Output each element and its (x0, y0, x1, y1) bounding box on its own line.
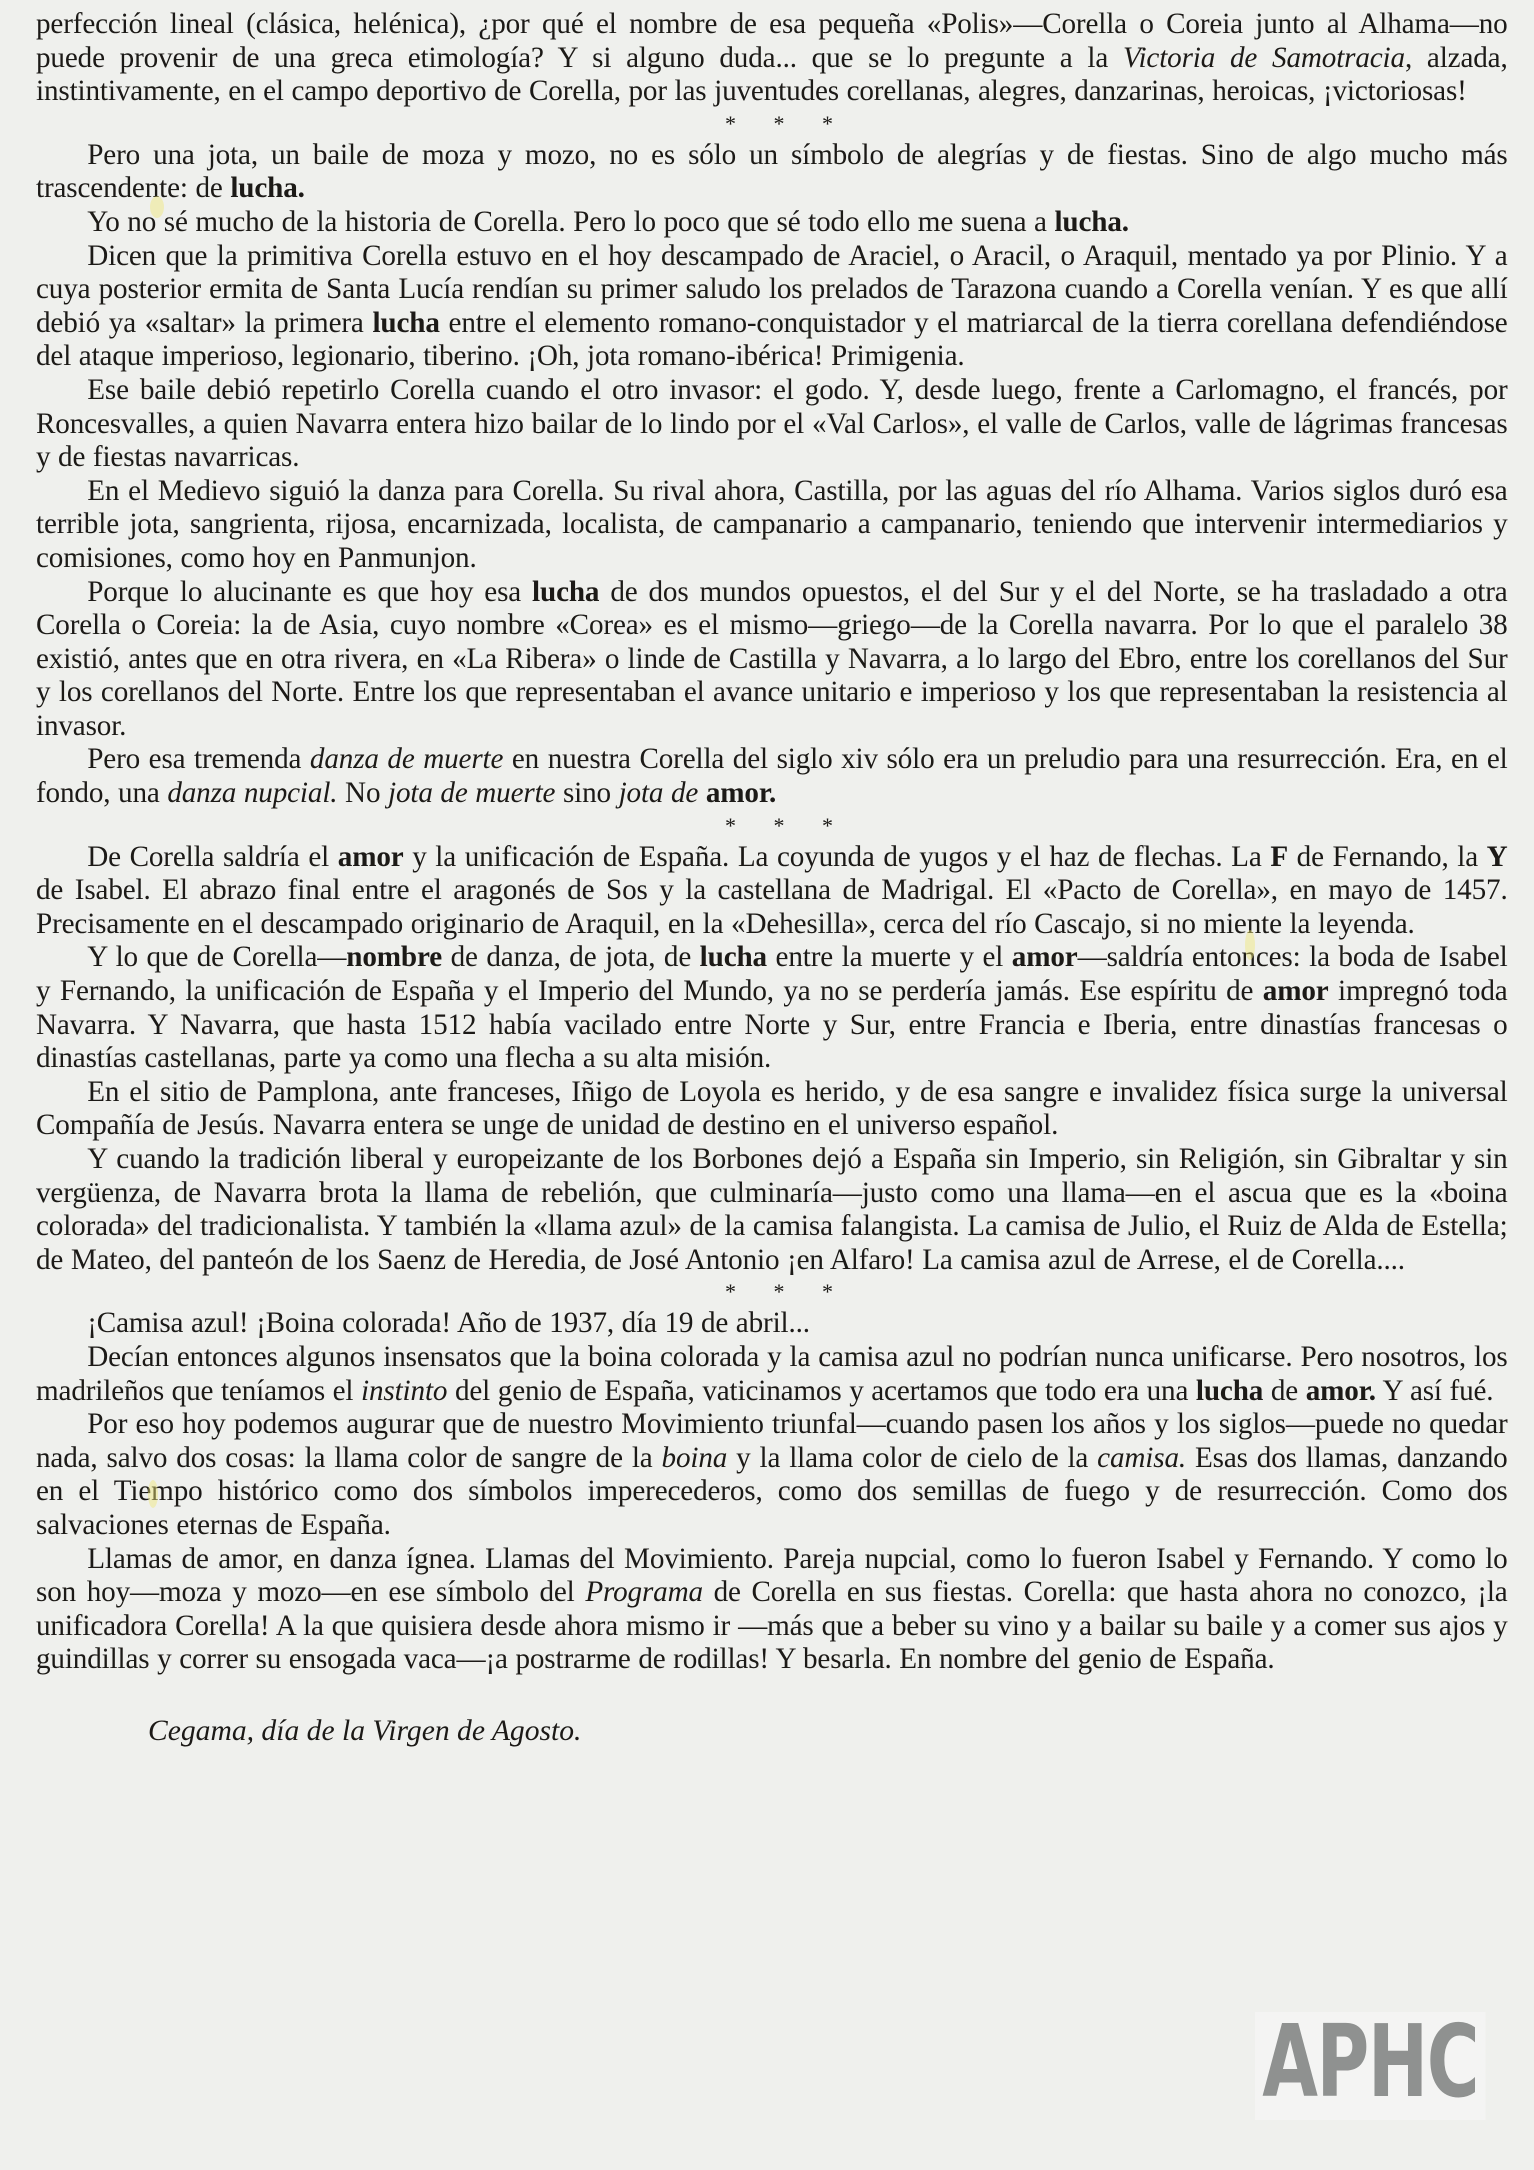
text-run: Pero una jota, un baile de moza y mozo, no es sólo un símbolo de alegrías y de fiestas. Sino de algo mucho más trascendente: de (36, 138, 1508, 205)
section-separator: * * * (725, 1279, 849, 1305)
paragraph (36, 1076, 1508, 1143)
text-run: Y lo que de Corella— (87, 941, 347, 974)
text-run: Porque lo alucinante es que hoy esa (87, 575, 533, 608)
paragraph (36, 576, 1508, 744)
bold-emphasis: lucha. (230, 172, 305, 205)
italic-emphasis: danza de muerte (309, 743, 504, 776)
paragraph (36, 1307, 1508, 1341)
text-run: ¡Camisa azul! ¡Boina colorada! Año de 1937, día 19 de abril... (87, 1307, 810, 1340)
text-run: sino (555, 777, 619, 810)
text-run: Decían entonces algunos insensatos que la boina colorada y la camisa azul no podrían nunca unificarse. Pero nosotros, los madrileños que teníamos el (36, 1340, 1508, 1407)
text-run: En el Medievo siguió la danza para Corella. Su rival ahora, Castilla, por las aguas del río Alhama. Varios siglos duró esa terrible jota, sangrienta, rijosa, encarnizada, localista, de campanario a campanario, teniendo que intervenir intermediarios y comisiones, como hoy en Panmunjon. (36, 474, 1508, 574)
text-run: No (337, 777, 389, 810)
paragraph (36, 941, 1508, 1075)
bold-emphasis: amor (1011, 941, 1078, 974)
text-run: Llamas de amor, en danza ígnea. Llamas del Movimiento. Pareja nupcial, como lo fueron Isabel y Fernando. Y como lo son hoy—moza y mozo—en ese símbolo del (36, 1542, 1508, 1609)
paragraph (36, 1341, 1508, 1408)
paragraph (36, 743, 1508, 810)
text-run: —saldría entonces: la boda de Isabel y Fernando, la unificación de España y el Imperio del Mundo, ya no se perdería jamás. Ese espíritu de (36, 941, 1508, 1008)
signoff-place-date: Cegama, día de la Virgen de Agosto. (148, 1714, 582, 1747)
text-run: Y cuando la tradición liberal y europeizante de los Borbones dejó a España sin Imperio, sin Religión, sin Gibraltar y sin vergüenza, de Navarra brota la llama de rebelión, que culminaría—justo como una llama—en el ascua que es la «boina colorada» del tradicionalista. Y también la «llama azul» de la camisa falangista. La camisa de Julio, el Ruiz de Alda de Estella; de Mateo, del panteón de los Saenz de Heredia, de José Antonio ¡en Alfaro! La camisa azul de Arrese, el de Corella.... (36, 1143, 1508, 1276)
bold-emphasis: F (1270, 840, 1288, 873)
text-run: de Isabel. El abrazo final entre el aragonés de Sos y la castellana de Madrigal. El «Pacto de Corella», en mayo de 1457. Precisamente en el descampado originario de Araquil, en la «Dehesilla», cerca del río Cascajo, si no miente la leyenda. (36, 874, 1508, 940)
italic-emphasis: boina (661, 1441, 728, 1474)
bold-emphasis: lucha (372, 306, 440, 339)
paragraph (36, 240, 1508, 374)
document-page (36, 8, 1530, 1749)
bold-emphasis: Y (1486, 840, 1508, 873)
text-run: Por eso hoy podemos augurar que de nuestro Movimiento triunfal—cuando pasen los años y los siglos—puede no quedar nada, salvo dos cosas: la llama color de sangre de la (36, 1408, 1508, 1474)
paragraph (36, 1408, 1508, 1542)
text-run: del genio de España, vaticinamos y acertamos que todo era una (447, 1374, 1196, 1407)
paragraph (36, 8, 1508, 109)
section-separator: * * * (725, 812, 849, 838)
article-body (36, 8, 1530, 1677)
text-run: de Corella en sus fiestas. Corella: que hasta ahora no conozco, ¡la unificadora Corella! A la que quisiera desde ahora mismo ir —más que a beber su vino y a bailar su baile y a comer sus ajos y guindillas y correr su ensogada vaca—¡a postrarme de rodillas! Y besarla. En nombre del genio de España. (36, 1576, 1508, 1676)
paragraph (36, 1543, 1508, 1677)
text-run: Dicen que la primitiva Corella estuvo en el hoy descampado de Araciel, o Aracil, o Araquil, mentado ya por Plinio. Y a cuya posterior ermita de Santa Lucía rendían su primer saludo los prelados de Tarazona cuando a Corella venían. Y es que allí debió ya «saltar» la primera (36, 239, 1508, 339)
italic-emphasis: instinto (361, 1374, 448, 1407)
bold-emphasis: lucha (699, 941, 767, 974)
text-run: Ese baile debió repetirlo Corella cuando el otro invasor: el godo. Y, desde luego, frente a Carlomagno, el francés, por Roncesvalles, a quien Navarra entera hizo bailar de lo lindo por el «Val Carlos», el valle de Carlos, valle de lágrimas francesas y de fiestas navarricas. (36, 373, 1508, 474)
text-run: en nuestra Corella del siglo xiv sólo era un preludio para una resurrección. Era, en el fondo, una (36, 743, 1508, 810)
bold-emphasis: amor. (705, 777, 777, 810)
aphc-watermark: APHC (1255, 2012, 1485, 2120)
text-run: Pero esa tremenda (87, 743, 310, 776)
bold-emphasis: lucha (532, 575, 600, 608)
text-run: de (1263, 1374, 1306, 1407)
italic-emphasis: camisa. (1097, 1441, 1187, 1474)
bold-emphasis: lucha. (1054, 205, 1129, 238)
paragraph (36, 139, 1508, 206)
text-run: de danza, de jota, de (442, 941, 700, 974)
italic-emphasis: Programa (585, 1576, 703, 1609)
text-run: de dos mundos opuestos, el del Sur y el del Norte, se ha trasladado a otra Corella o Coreia: la de Asia, cuyo nombre «Corea» es el mismo—griego—de la Corella navarra. Por lo que el paralelo 38 existió, antes que en otra rivera, en «La Ribera» o linde de Castilla y Navarra, a lo largo del Ebro, entre los corellanos del Sur y los corellanos del Norte. Entre los que representaban el avance unitario e imperioso y los que representaban la resistencia al invasor. (36, 575, 1508, 742)
section-separator: * * * (725, 110, 849, 136)
text-run: y la unificación de España. La coyunda de yugos y el haz de flechas. La (403, 840, 1271, 873)
bold-emphasis: amor (1262, 975, 1329, 1008)
bold-emphasis: nombre (346, 941, 443, 974)
text-run: De Corella saldría el (87, 840, 338, 873)
text-run: perfección lineal (clásica, helénica), ¿por qué el nombre de esa pequeña «Polis»—Corella o Coreia junto al Alhama—no puede provenir de una greca etimología? Y si alguno duda... que se lo pregunte a la (36, 8, 1508, 74)
paragraph (36, 374, 1508, 475)
bold-emphasis: amor (337, 840, 404, 873)
italic-emphasis: danza nupcial. (167, 777, 338, 810)
text-run: Yo no sé mucho de la historia de Corella. Pero lo poco que sé todo ello me suena a (87, 205, 1055, 238)
bold-emphasis: amor. (1305, 1374, 1376, 1407)
italic-emphasis: Victoria de Samotracia (1122, 41, 1405, 74)
text-run: entre el elemento romano-conquistador y el matriarcal de la tierra corellana defendiéndose del ataque imperioso, legionario, tiberino. ¡Oh, jota romano-ibérica! Primigenia. (36, 306, 1508, 373)
text-run: Y así fué. (1375, 1374, 1494, 1407)
text-run: Esas dos llamas, danzando en el Tiempo histórico como dos símbolos imperecederos, como dos semillas de fuego y de resurrección. Como dos salvaciones eternas de España. (36, 1441, 1508, 1541)
paper-stain (150, 196, 164, 218)
italic-emphasis: jota de muerte (388, 777, 556, 810)
paragraph (36, 841, 1508, 942)
text-run: de Fernando, la (1287, 840, 1487, 873)
paragraph (36, 206, 1508, 240)
paragraph (36, 1143, 1508, 1277)
italic-emphasis: jota de (618, 777, 699, 810)
text-run: y la llama color de cielo de la (727, 1441, 1098, 1474)
text-run (698, 777, 706, 809)
paper-stain (1245, 930, 1255, 960)
text-run: impregnó toda Navarra. Y Navarra, que hasta 1512 había vacilado entre Norte y Sur, entre Francia e Iberia, entre dinastías francesas o dinastías castellanas, parte ya como una flecha a su alta misión. (36, 975, 1508, 1075)
text-run: entre la muerte y el (766, 941, 1012, 974)
text-run: En el sitio de Pamplona, ante franceses, Iñigo de Loyola es herido, y de esa sangre e invalidez física surge la universal Compañía de Jesús. Navarra entera se unge de unidad de destino en el universo español. (36, 1075, 1508, 1142)
paper-stain (148, 1480, 158, 1508)
bold-emphasis: lucha (1195, 1374, 1264, 1407)
text-run: , alzada, instintivamente, en el campo deportivo de Corella, por las juventudes corellanas, alegres, danzarinas, heroicas, ¡victoriosas! (36, 41, 1508, 108)
paragraph (36, 475, 1508, 576)
